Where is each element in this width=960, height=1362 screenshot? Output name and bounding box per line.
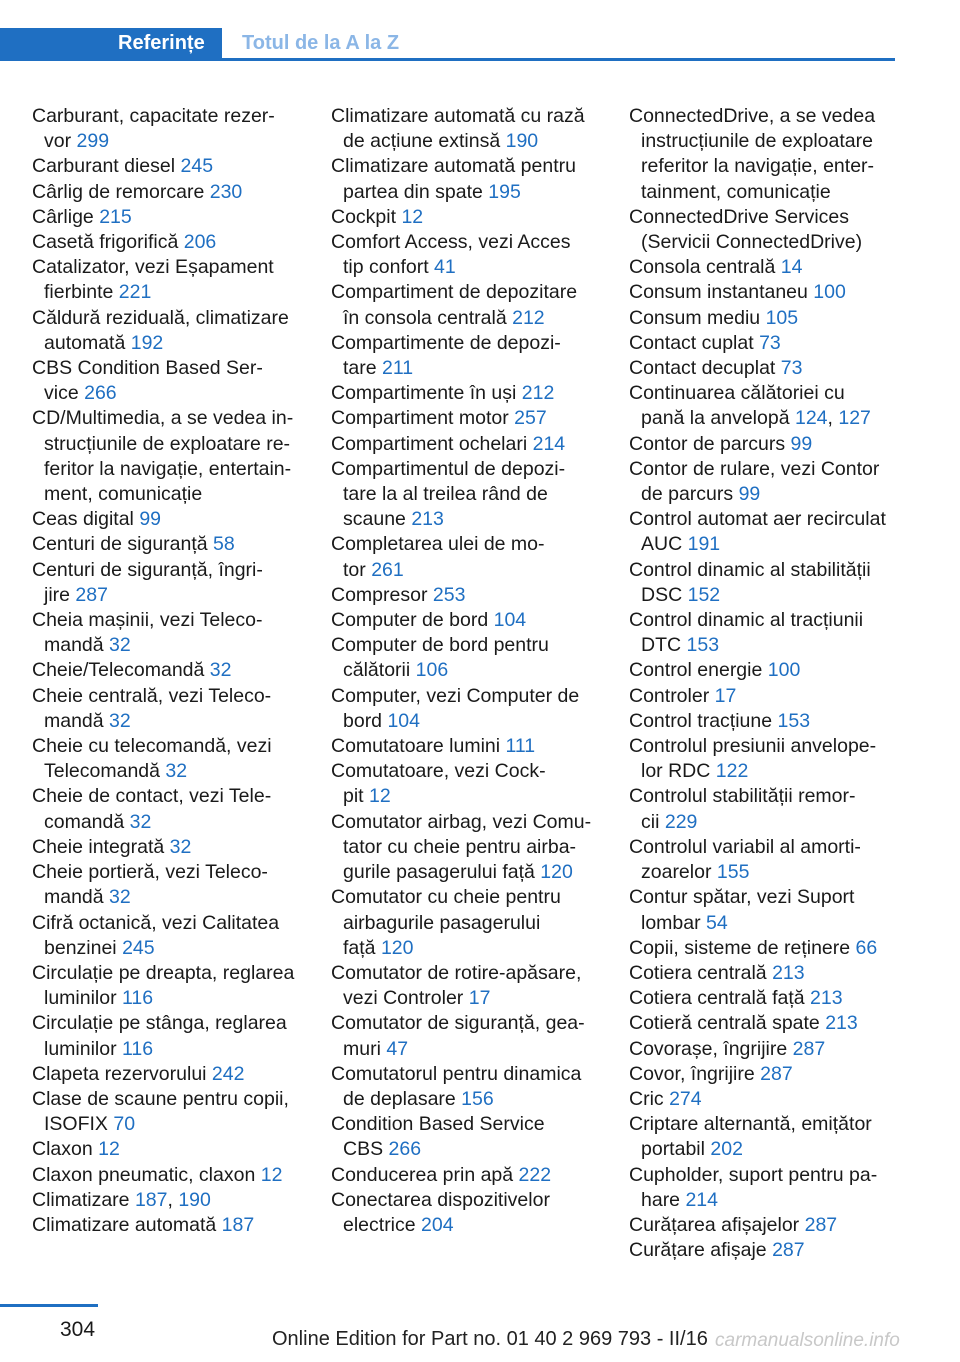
page-link[interactable]: 99 — [738, 483, 761, 506]
index-term: ConnectedDrive, a se vedea instrucțiunile de exploatare referitor la navigație, enter- tainment, comunicație — [629, 105, 876, 203]
index-entry — [331, 759, 626, 809]
index-term: Comutator airbag, vezi Comu- tator cu cheie pentru airba- gurile pasagerului față — [331, 810, 592, 884]
index-term: Cotieră centrală spate — [629, 1012, 826, 1035]
page-link[interactable]: 229 — [664, 810, 698, 833]
index-term: Covor, îngrijire — [629, 1062, 761, 1085]
index-entry — [331, 1011, 626, 1061]
watermark: carmanualsonline.info — [715, 1330, 900, 1351]
page-link[interactable]: 127 — [838, 407, 871, 430]
index-entry — [629, 558, 924, 608]
index-entry — [331, 406, 626, 431]
page-link[interactable]: 266 — [388, 1138, 422, 1161]
page-link[interactable]: 287 — [792, 1037, 826, 1060]
page-link[interactable]: 212 — [521, 382, 555, 405]
index-term: Consum instantaneu — [629, 281, 814, 304]
page-link[interactable]: 214 — [685, 1188, 718, 1211]
page-link[interactable]: 12 — [369, 785, 391, 808]
page-link[interactable]: 287 — [772, 1239, 805, 1262]
index-term: Cheie portieră, vezi Teleco- mandă — [32, 861, 268, 909]
index-term: Cheie/Telecomandă — [32, 659, 210, 682]
index-entry — [629, 1238, 924, 1263]
index-entry: Continuarea călătoriei cu pană la anvelopă 124, 127 — [629, 382, 871, 430]
index-term: Compartimente de depozi- tare — [331, 331, 561, 380]
page-link[interactable]: 32 — [109, 886, 131, 909]
index-term: Claxon — [32, 1138, 99, 1161]
tab-subsection-label: Totul de la A la Z — [242, 32, 400, 54]
page-link[interactable]: 213 — [411, 508, 444, 531]
index-entry — [331, 154, 626, 204]
page-link[interactable]: 274 — [669, 1087, 702, 1110]
index-entry — [629, 936, 924, 961]
index-term: Control dinamic al tracțiunii DTC — [629, 609, 864, 657]
index-entry — [629, 331, 924, 356]
index-entry — [32, 558, 327, 608]
index-term: Climatizare automată — [32, 1213, 222, 1236]
index-entry — [32, 205, 327, 230]
index-term: Cheia mașinii, vezi Teleco- mandă — [32, 609, 263, 657]
index-term: Compartiment ochelari — [331, 432, 533, 455]
index-term: Computer de bord — [331, 609, 494, 632]
index-term: Comutator de rotire-apăsare, vezi Controler — [331, 961, 582, 1010]
index-entry — [32, 784, 327, 834]
page-link[interactable]: 17 — [468, 987, 491, 1010]
index-entry — [331, 104, 626, 154]
index-entry — [32, 684, 327, 734]
index-entry — [629, 104, 924, 205]
index-term: Clase de scaune pentru copii, ISOFIX — [32, 1087, 289, 1136]
index-term: Cheie cu telecomandă, vezi Telecomandă — [32, 735, 272, 783]
page-link[interactable]: 116 — [122, 1037, 154, 1060]
page-link[interactable]: 120 — [380, 936, 414, 959]
index-term: Conducerea prin apă — [331, 1163, 519, 1186]
index-entry — [331, 633, 626, 683]
index-entry — [331, 1163, 626, 1188]
page-link[interactable]: 212 — [512, 306, 545, 329]
index-term: Comfort Access, vezi Acces tip confort — [331, 231, 571, 279]
page-link[interactable]: 73 — [759, 331, 781, 354]
page-link[interactable]: 214 — [532, 432, 566, 455]
index-entry — [629, 1163, 924, 1213]
index-term: Condition Based Service CBS — [331, 1113, 545, 1161]
index-term: Criptare alternantă, emițător portabil — [629, 1113, 872, 1161]
page-link[interactable]: 70 — [113, 1113, 136, 1136]
index-term: Comutator de siguranță, gea- muri — [331, 1012, 585, 1060]
page-link[interactable]: 211 — [382, 357, 414, 380]
page-link[interactable]: 206 — [183, 231, 217, 254]
index-entry — [629, 507, 924, 557]
index-entry — [32, 356, 327, 406]
page-link[interactable]: 12 — [98, 1138, 120, 1161]
index-entry — [629, 835, 924, 885]
index-entry — [629, 432, 924, 457]
page-number-divider — [0, 1304, 98, 1307]
index-term: Curățare afișaje — [629, 1239, 773, 1262]
page-link[interactable]: 221 — [118, 281, 152, 304]
header-bar — [0, 28, 895, 61]
page-link[interactable]: 191 — [687, 533, 721, 556]
index-entry — [629, 684, 924, 709]
index-entry — [32, 835, 327, 860]
index-entry — [629, 784, 924, 834]
index-term: Contor de rulare, vezi Contor de parcurs — [629, 457, 880, 506]
page-link[interactable]: 41 — [434, 256, 456, 279]
index-term: Contur spătar, vezi Suport lombar — [629, 886, 855, 934]
page-link[interactable]: 204 — [421, 1213, 454, 1236]
index-term: Computer, vezi Computer de bord — [331, 684, 580, 732]
index-term: Casetă frigorifică — [32, 231, 184, 254]
index-term: Climatizare automată cu rază de acțiune extinsă — [331, 105, 585, 153]
index-term: Clapeta rezervorului — [32, 1062, 212, 1085]
page-link[interactable]: 12 — [401, 205, 424, 228]
page-link[interactable]: 156 — [461, 1087, 494, 1110]
index-term: Claxon pneumatic, claxon — [32, 1163, 261, 1186]
index-term: Conectarea dispozitivelor electrice — [331, 1188, 550, 1236]
page-link[interactable]: 287 — [75, 583, 108, 606]
page-link[interactable]: 32 — [109, 709, 131, 732]
page-link[interactable]: 99 — [139, 508, 162, 531]
index-term: Centuri de siguranță, îngri- jire — [32, 558, 263, 606]
page-link[interactable]: 104 — [387, 709, 420, 732]
page-link[interactable]: 32 — [129, 810, 152, 833]
page-link[interactable]: 213 — [772, 961, 805, 984]
index-term: Carburant diesel — [32, 155, 181, 178]
index-column-2 — [331, 104, 626, 1238]
index-term: Covorașe, îngrijire — [629, 1037, 793, 1060]
index-entry — [629, 280, 924, 305]
index-term: Climatizare — [32, 1188, 135, 1211]
page-link[interactable]: 120 — [540, 861, 573, 884]
index-term: Contact cuplat — [629, 331, 760, 354]
page-link[interactable]: 153 — [777, 709, 811, 732]
index-term: Compartimentul de depozi- tare la al treilea rând de scaune — [331, 457, 566, 531]
page-link[interactable]: 66 — [855, 936, 878, 959]
index-term: Control dinamic al stabilității DSC — [629, 558, 871, 606]
page-link[interactable]: 287 — [804, 1213, 838, 1236]
index-entry — [32, 1163, 327, 1188]
page-link[interactable]: 195 — [488, 180, 521, 203]
page-link[interactable]: 54 — [706, 911, 728, 934]
index-entry — [331, 608, 626, 633]
index-term: Control energie — [629, 659, 768, 682]
tab-subsection[interactable] — [222, 28, 895, 61]
index-entry — [629, 1213, 924, 1238]
index-term: Cheie integrată — [32, 835, 170, 858]
index-entry — [331, 230, 626, 280]
page-link[interactable]: 153 — [686, 634, 720, 657]
index-entry — [331, 280, 626, 330]
index-entry — [629, 1011, 924, 1036]
index-term: Compartiment de depozitare în consola centrală — [331, 281, 578, 329]
index-term: Controlul presiunii anvelope- lor RDC — [629, 735, 877, 783]
index-entry — [331, 532, 626, 582]
index-entry — [629, 961, 924, 986]
index-entry — [629, 306, 924, 331]
index-term: Completarea ulei de mo- tor — [331, 533, 545, 581]
index-term: Copii, sisteme de reținere — [629, 936, 856, 959]
index-term: Control tracțiune — [629, 709, 778, 732]
page-number: 304 — [60, 1318, 96, 1341]
index-entry — [331, 457, 626, 533]
index-entry — [32, 734, 327, 784]
index-entry — [629, 885, 924, 935]
page-link[interactable]: 187 — [134, 1188, 168, 1211]
index-term: Circulație pe stânga, reglarea luminilor — [32, 1012, 287, 1060]
index-term: Contor de parcurs — [629, 432, 791, 455]
page-link[interactable]: 14 — [780, 256, 803, 279]
page-link[interactable]: 122 — [715, 760, 749, 783]
page-link[interactable]: 190 — [505, 130, 539, 153]
index-entry — [32, 255, 327, 305]
index-entry — [629, 658, 924, 683]
index-term: Ceas digital — [32, 508, 140, 531]
index-term: Curățarea afișajelor — [629, 1213, 805, 1236]
index-term: CD/Multimedia, a se vedea in- strucțiunile de exploatare re- feritor la navigație, entertain- ment, comunicație — [32, 407, 294, 506]
page-link[interactable]: 124 — [794, 407, 828, 430]
index-entry — [629, 709, 924, 734]
index-entry — [32, 104, 327, 154]
page-link[interactable]: 58 — [213, 533, 235, 556]
index-term: Cheie de contact, vezi Tele- comandă — [32, 785, 272, 833]
index-term: Comutatoare lumini — [331, 735, 506, 758]
index-term: CBS Condition Based Ser- vice — [32, 357, 263, 405]
page-link[interactable]: 17 — [714, 684, 737, 707]
index-entry — [629, 1112, 924, 1162]
index-entry: Climatizare 187, 190 — [32, 1188, 211, 1211]
page-link[interactable]: 106 — [415, 659, 449, 682]
index-entry — [331, 1062, 626, 1112]
index-term: Computer de bord pentru călătorii — [331, 634, 549, 682]
index-entry — [32, 507, 327, 532]
index-entry — [32, 532, 327, 557]
index-entry — [32, 406, 327, 507]
index-entry — [331, 583, 626, 608]
index-column-3 — [629, 104, 924, 1263]
index-entry — [331, 432, 626, 457]
index-entry — [629, 457, 924, 507]
page-link[interactable]: 222 — [518, 1163, 552, 1186]
index-term: Cârlige — [32, 205, 100, 228]
index-term: Cotiera centrală față — [629, 987, 811, 1010]
page-link[interactable]: 261 — [371, 558, 404, 581]
index-term: Cheie centrală, vezi Teleco- mandă — [32, 684, 272, 732]
index-term: Comutator cu cheie pentru airbagurile pasagerului față — [331, 886, 561, 959]
index-entry — [32, 911, 327, 961]
page-link[interactable]: 12 — [260, 1163, 283, 1186]
index-column-1 — [32, 104, 327, 1238]
index-entry — [32, 658, 327, 683]
index-term: Căldură reziduală, climatizare automată — [32, 306, 289, 354]
index-entry — [331, 885, 626, 961]
page-link[interactable]: 245 — [180, 155, 214, 178]
page-link[interactable]: 32 — [165, 760, 188, 783]
index-term: Continuarea călătoriei cu pană la anvelopă — [629, 382, 845, 430]
index-term: Climatizare automată pentru partea din spate — [331, 155, 576, 203]
index-term: Controlul variabil al amorti- zoarelor — [629, 835, 861, 884]
page-link[interactable]: 111 — [505, 735, 536, 758]
page-link[interactable]: 242 — [211, 1062, 245, 1085]
index-entry — [629, 356, 924, 381]
index-entry — [331, 684, 626, 734]
index-entry — [629, 255, 924, 280]
index-term: Control automat aer recirculat AUC — [629, 508, 886, 556]
page-link[interactable]: 105 — [765, 306, 799, 329]
page-link[interactable]: 230 — [209, 180, 243, 203]
page-link[interactable]: 213 — [825, 1012, 858, 1035]
edition-footer: Online Edition for Part no. 01 40 2 969 793 - II/16 — [272, 1328, 708, 1350]
page-link[interactable]: 32 — [109, 634, 131, 657]
index-term: Controlul stabilității remor- cii — [629, 785, 856, 833]
page-link[interactable]: 32 — [209, 659, 232, 682]
index-entry — [32, 230, 327, 255]
index-entry — [331, 1188, 626, 1238]
index-term: Centuri de siguranță — [32, 533, 214, 556]
index-entry — [32, 1213, 327, 1238]
index-term: Compartiment motor — [331, 407, 515, 430]
index-entry — [32, 1087, 327, 1137]
index-term: Compartimente în uși — [331, 382, 522, 405]
index-term: Cockpit — [331, 205, 402, 228]
index-term: Comutatoare, vezi Cock- pit — [331, 760, 546, 808]
index-entry — [331, 331, 626, 381]
page-link[interactable]: 202 — [710, 1138, 743, 1161]
index-entry — [32, 961, 327, 1011]
index-term: Comutatorul pentru dinamica de deplasare — [331, 1062, 582, 1110]
page-link[interactable]: 253 — [432, 583, 466, 606]
header-divider — [222, 58, 895, 61]
page-link[interactable]: 152 — [687, 583, 721, 606]
index-term: Carburant, capacitate rezer- vor — [32, 105, 275, 153]
index-entry — [331, 810, 626, 886]
page-link[interactable]: 299 — [76, 130, 110, 153]
index-entry — [629, 986, 924, 1011]
page-link[interactable]: 32 — [169, 835, 192, 858]
index-term: Cotiera centrală — [629, 961, 773, 984]
index-entry — [331, 1112, 626, 1162]
index-entry — [629, 1062, 924, 1087]
index-term: Cupholder, suport pentru pa- hare — [629, 1163, 878, 1211]
index-entry — [331, 734, 626, 759]
index-term: ConnectedDrive Services (Servicii ConnectedDrive) — [629, 205, 863, 254]
index-entry — [32, 608, 327, 658]
index-entry — [331, 961, 626, 1011]
index-entry — [331, 381, 626, 406]
page-link[interactable]: 245 — [122, 936, 155, 959]
index-entry — [32, 154, 327, 179]
index-term: Controler — [629, 684, 715, 707]
index-entry — [32, 306, 327, 356]
page-link[interactable]: 104 — [493, 609, 527, 632]
index-term: Contact decuplat — [629, 357, 781, 380]
page-link[interactable]: 100 — [813, 281, 846, 304]
page-link[interactable]: 192 — [130, 331, 164, 354]
page-link[interactable]: 73 — [780, 357, 803, 380]
page-link[interactable]: 190 — [178, 1188, 211, 1211]
index-entry — [32, 860, 327, 910]
index-entry — [629, 205, 924, 255]
index-term: Cric — [629, 1087, 670, 1110]
index-entry — [629, 1037, 924, 1062]
page-link[interactable]: 47 — [386, 1037, 409, 1060]
page-link[interactable]: 99 — [790, 432, 813, 455]
index-entry — [629, 608, 924, 658]
index-entry — [629, 734, 924, 784]
tab-section[interactable] — [0, 28, 222, 61]
index-term: Cârlig de remorcare — [32, 180, 210, 203]
index-entry — [331, 205, 626, 230]
page-link[interactable]: 116 — [122, 987, 154, 1010]
index-term: Cifră octanică, vezi Calitatea benzinei — [32, 911, 280, 959]
index-term: Circulație pe dreapta, reglarea luminilor — [32, 961, 295, 1010]
page-link[interactable]: 257 — [514, 407, 547, 430]
page-link[interactable]: 187 — [221, 1213, 255, 1236]
index-term: Consola centrală — [629, 256, 781, 279]
page-link[interactable]: 100 — [767, 659, 801, 682]
index-entry — [32, 1062, 327, 1087]
page-link[interactable]: 215 — [99, 205, 132, 228]
index-term: Consum mediu — [629, 306, 766, 329]
index-term: Catalizator, vezi Eșapament fierbinte — [32, 256, 274, 304]
page-link[interactable]: 287 — [760, 1062, 793, 1085]
tab-section-label: Referințe — [118, 32, 205, 54]
index-entry — [32, 1011, 327, 1061]
page-link[interactable]: 213 — [810, 987, 843, 1010]
page-link[interactable]: 266 — [84, 382, 117, 405]
index-entry — [32, 1137, 327, 1162]
index-term: Compresor — [331, 583, 433, 606]
index-entry — [32, 180, 327, 205]
page-link[interactable]: 155 — [716, 861, 750, 884]
index-entry — [629, 1087, 924, 1112]
